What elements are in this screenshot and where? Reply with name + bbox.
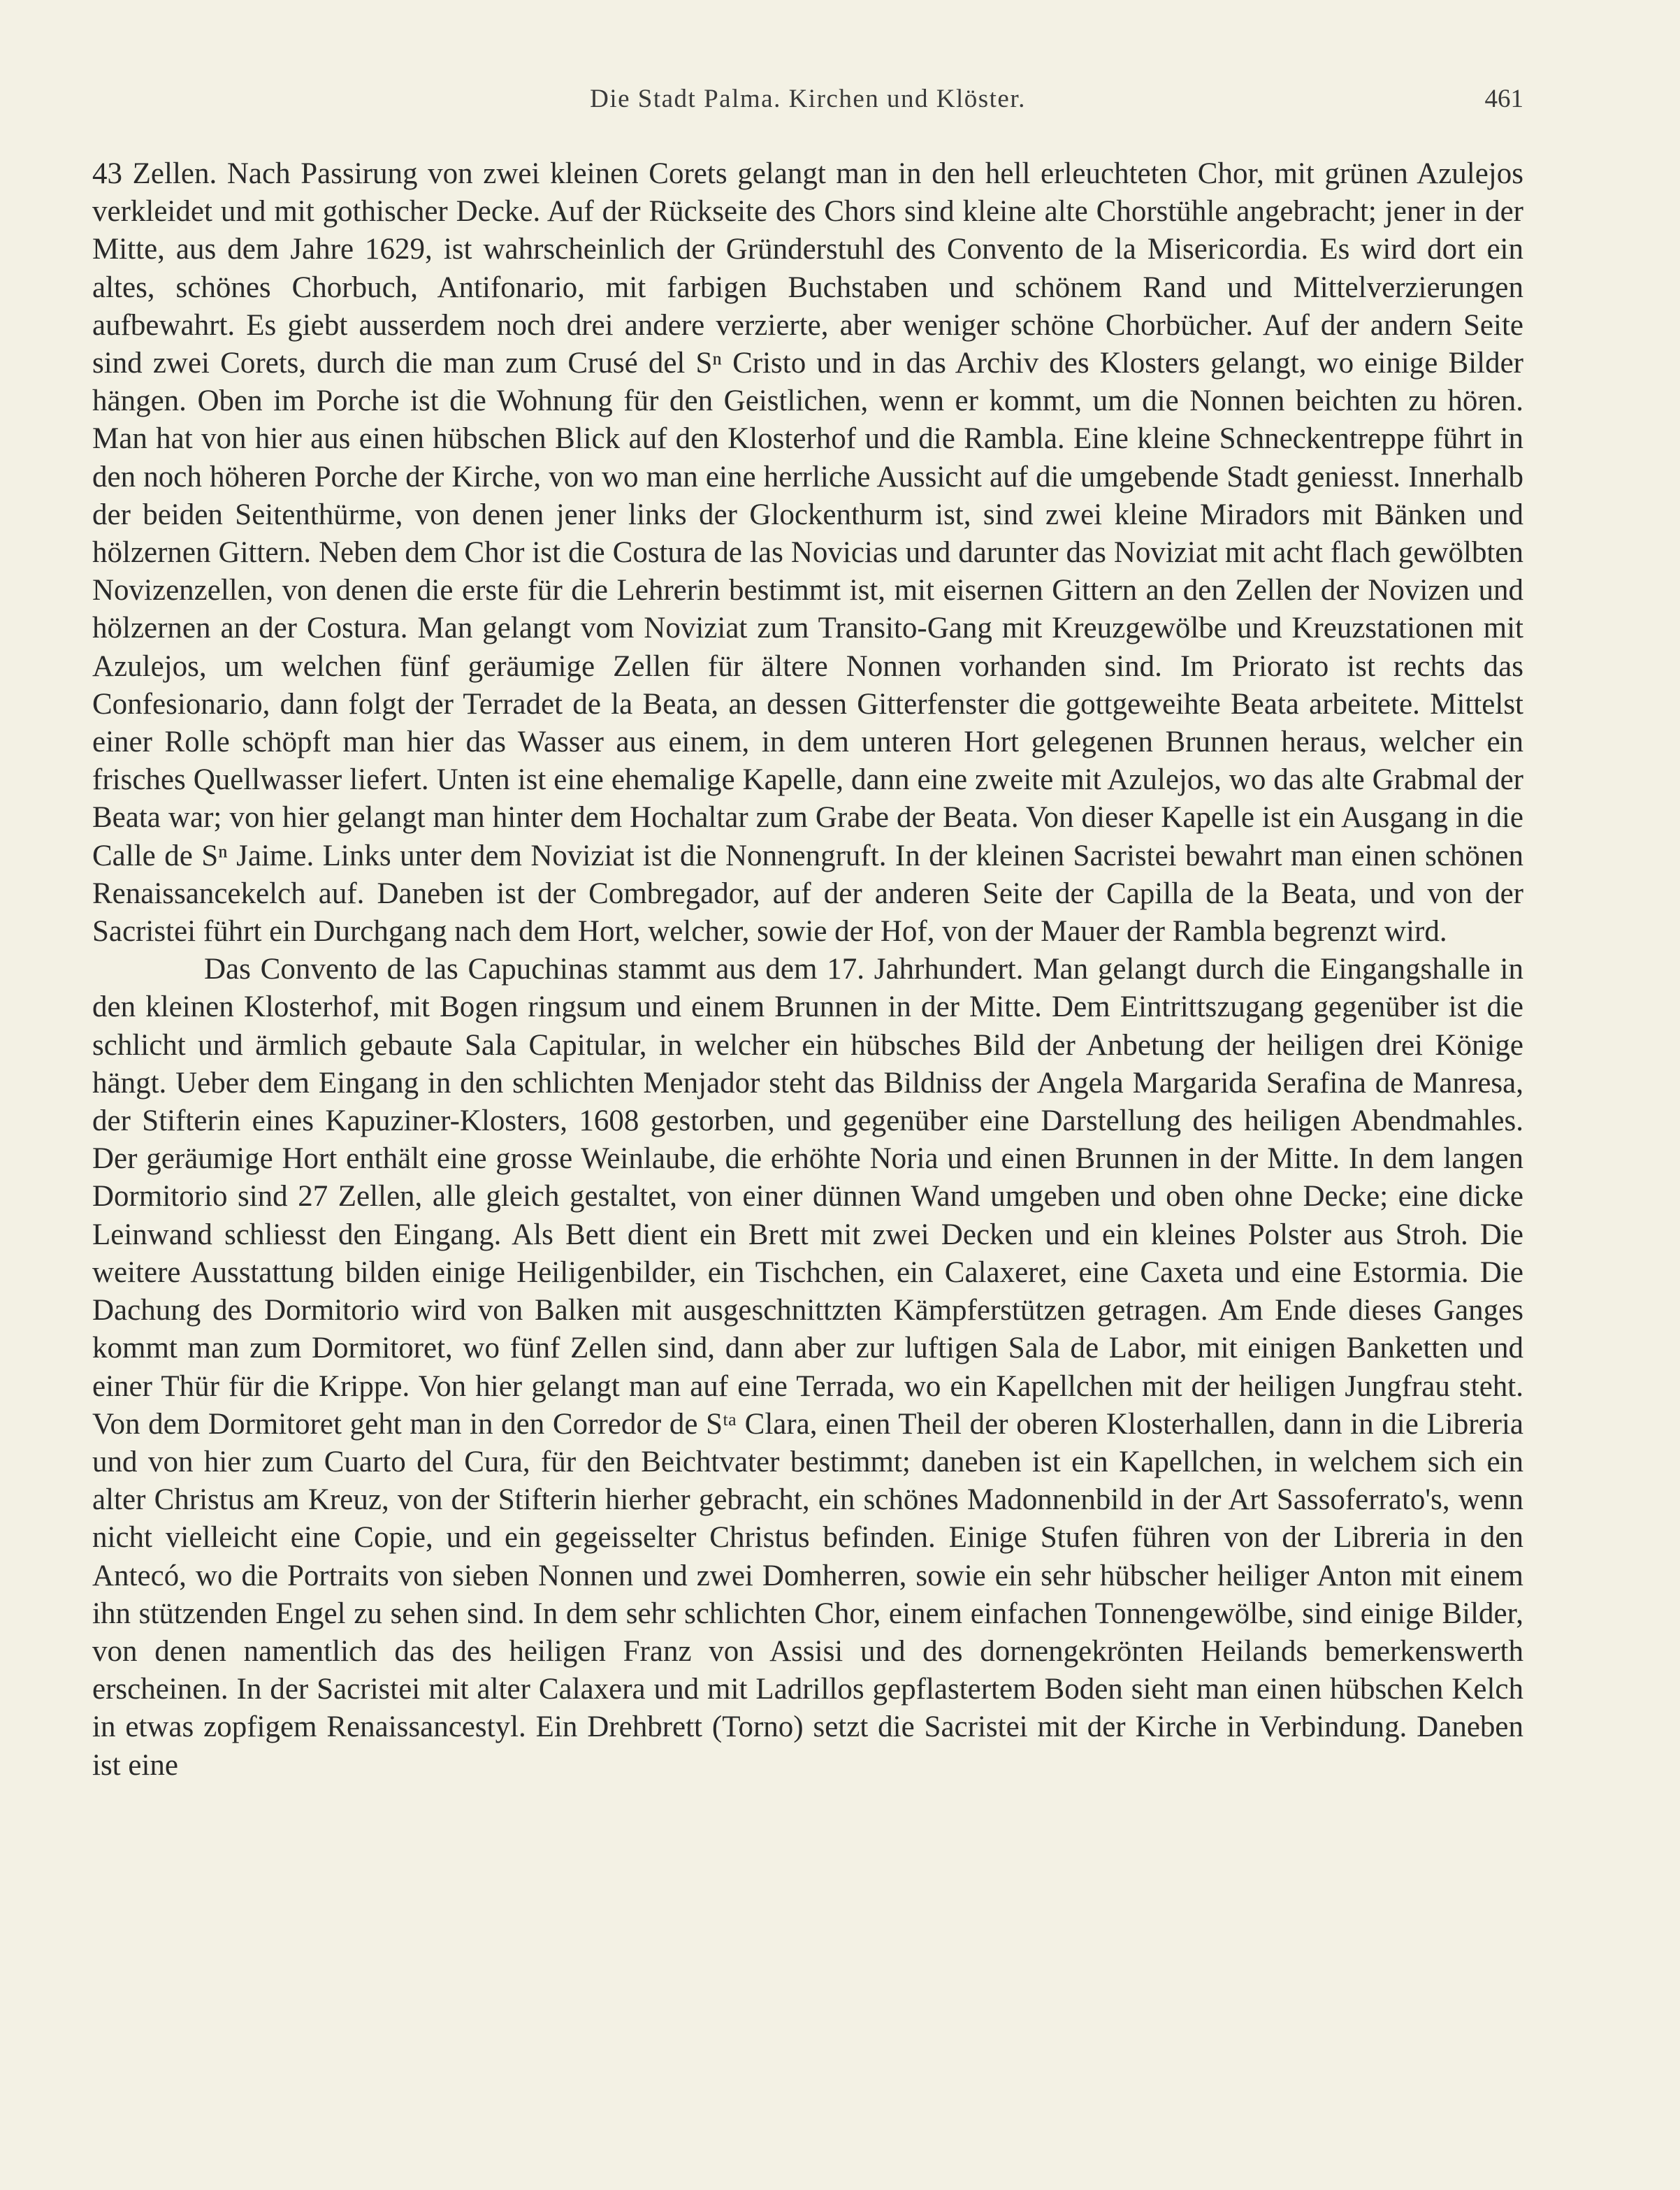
running-title: Die Stadt Palma. Kirchen und Klöster. — [590, 85, 1026, 113]
running-head — [92, 84, 1523, 126]
body-text — [92, 155, 1523, 1785]
paragraph-1: 43 Zellen. Nach Passirung von zwei kleinen Corets gelangt man in den hell erleuchteten Chor, mit grünen Azulejos verkleidet und mit gothischer Decke. Auf der Rückseite des Chors sind kleine alte Chorstühle angebracht; jener in der Mitte, aus dem Jahre 1629, ist wahrscheinlich der Gründerstuhl des Convento de la Misericordia. Es wird dort ein altes, schönes Chorbuch, Antifonario, mit farbigen Buchstaben und schönem Rand und Mittelverzierungen aufbewahrt. Es giebt ausserdem noch drei andere verzierte, aber weniger schöne Chorbücher. Auf der andern Seite sind zwei Corets, durch die man zum Crusé del Sⁿ Cristo und in das Archiv des Klosters gelangt, wo einige Bilder hängen. Oben im Porche ist die Wohnung für den Geistlichen, wenn er kommt, um die Nonnen beichten zu hören. Man hat von hier aus einen hübschen Blick auf den Klosterhof und die Rambla. Eine kleine Schneckentreppe führt in den noch höheren Porche der Kirche, von wo man eine herrliche Aussicht auf die umgebende Stadt geniesst. Innerhalb der beiden Seitenthürme, von denen jener links der Glockenthurm ist, sind zwei kleine Miradors mit Bänken und hölzernen Gittern. Neben dem Chor ist die Costura de las Novicias und darunter das Noviziat mit acht flach gewölbten Novizenzellen, von denen die erste für die Lehrerin bestimmt ist, mit eisernen Gittern an den Zellen der Novizen und hölzernen an der Costura. Man gelangt vom Noviziat zum Transito-Gang mit Kreuzgewölbe und Kreuzstationen mit Azulejos, um welchen fünf geräumige Zellen für ältere Nonnen vorhanden sind. Im Priorato ist rechts das Confesionario, dann folgt der Terradet de la Beata, an dessen Gitterfenster die gottgeweihte Beata arbeitete. Mittelst einer Rolle schöpft man hier das Wasser aus einem, in dem unteren Hort gelegenen Brunnen heraus, welcher ein frisches Quellwasser liefert. Unten ist eine ehemalige Kapelle, dann eine zweite mit Azulejos, wo das alte Grabmal der Beata war; von hier gelangt man hinter dem Hochaltar zum Grabe der Beata. Von dieser Kapelle ist ein Ausgang in die Calle de Sⁿ Jaime. Links unter dem Noviziat ist die Nonnengruft. In der kleinen Sacristei bewahrt man einen schönen Renaissancekelch auf. Daneben ist der Combregador, auf der anderen Seite der Capilla de la Beata, und von der Sacristei führt ein Durchgang nach dem Hort, welcher, sowie der Hof, von der Mauer der Rambla begrenzt wird. — [92, 157, 1523, 949]
paragraph-2: Das Convento de las Capuchinas stammt aus dem 17. Jahrhundert. Man gelangt durch die Eingangshalle in den kleinen Klosterhof, mit Bogen ringsum und einem Brunnen in der Mitte. Dem Eintrittszugang gegenüber ist die schlicht und ärmlich gebaute Sala Capitular, in welcher ein hübsches Bild der Anbetung der heiligen drei Könige hängt. Ueber dem Eingang in den schlichten Menjador steht das Bildniss der Angela Margarida Serafina de Manresa, der Stifterin eines Kapuziner-Klosters, 1608 gestorben, und gegenüber eine Darstellung des heiligen Abendmahles. Der geräumige Hort enthält eine grosse Weinlaube, die erhöhte Noria und einen Brunnen in der Mitte. In dem langen Dormitorio sind 27 Zellen, alle gleich gestaltet, von einer dünnen Wand umgeben und oben ohne Decke; eine dicke Leinwand schliesst den Eingang. Als Bett dient ein Brett mit zwei Decken und ein kleines Polster aus Stroh. Die weitere Ausstattung bilden einige Heiligenbilder, ein Tischchen, ein Calaxeret, eine Caxeta und eine Estormia. Die Dachung des Dormitorio wird von Balken mit ausgeschnittzten Kämpferstützen getragen. Am Ende dieses Ganges kommt man zum Dormitoret, wo fünf Zellen sind, dann aber zur luftigen Sala de Labor, mit einigen Banketten und einer Thür für die Krippe. Von hier gelangt man auf eine Terrada, wo ein Kapellchen mit der heiligen Jungfrau steht. Von dem Dormitoret geht man in den Corredor de Sᵗᵃ Clara, einen Theil der oberen Klosterhallen, dann in die Libreria und von hier zum Cuarto del Cura, für den Beichtvater bestimmt; daneben ist ein Kapellchen, in welchem sich ein alter Christus am Kreuz, von der Stifterin hierher gebracht, ein schönes Madonnenbild in der Art Sassoferrato's, wenn nicht vielleicht eine Copie, und ein gegeisselter Christus befinden. Einige Stufen führen von der Libreria in den Antecó, wo die Portraits von sieben Nonnen und zwei Domherren, sowie ein sehr hübscher heiliger Anton mit einem ihn stützenden Engel zu sehen sind. In dem sehr schlichten Chor, einem einfachen Tonnengewölbe, sind einige Bilder, von denen namentlich das des heiligen Franz von Assisi und des dornengekrönten Heilands bemerkenswerth erscheinen. In der Sacristei mit alter Calaxera und mit Ladrillos gepflastertem Boden sieht man einen hübschen Kelch in etwas zopfigem Renaissancestyl. Ein Drehbrett (Torno) setzt die Sacristei mit der Kirche in Verbindung. Daneben ist eine — [92, 953, 1523, 1782]
page-number: 461 — [1484, 85, 1523, 113]
